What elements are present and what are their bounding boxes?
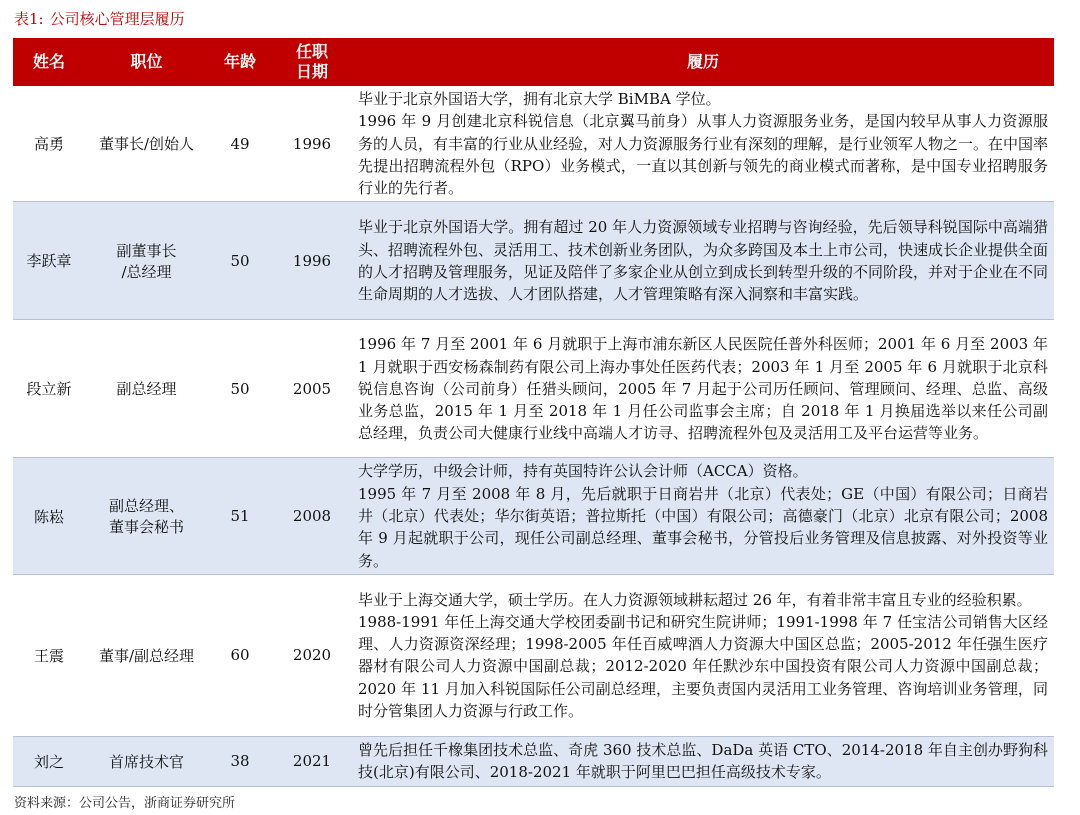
cell-position (85, 86, 208, 202)
cell-position (85, 574, 208, 736)
bio-paragraph: 毕业于上海交通大学，硕士学历。在人力资源领域耕耘超过 26 年，有着非常丰富且专业的经验积累。 (358, 590, 1032, 609)
cell-age: 50 (208, 202, 272, 320)
header-position: 职位 (85, 38, 208, 86)
bio-paragraph: 1996 年 7 月至 2001 年 6 月就职于上海市浦东新区人民医院任普外科医师；2001 年 6 月至 2003 年 1 月就职于西安杨森制药有限公司上海办事处任医药代表；2003 年 1 月至 2005 年 6 月就职于北京科锐信息咨询（公司前身）任猎头顾问，2005 年 7 月起于公司历任顾问、管理顾问、经理、总监、高级业务总监，2015 年 1 月至 2018 年 1 月任公司监事会主席；自 2018 年 1 月换届选举以来任公司副总经理，负责公司大健康行业线中高端人才访寻、招聘流程外包及灵活用工及平台运营等业务。 (358, 335, 1048, 443)
table-row (13, 202, 1054, 320)
cell-position (85, 202, 208, 320)
header-age: 年龄 (208, 38, 272, 86)
cell-position (85, 320, 208, 458)
position-line: 首席技术官 (108, 752, 184, 771)
bio-paragraph: 曾先后担任千橡集团技术总监、奇虎 360 技术总监、DaDa 英语 CTO、2014-2018 年自主创办野狗科技(北京)有限公司、2018-2021 年就职于阿里巴巴担任高级技术专家。 (358, 740, 1048, 782)
cell-position (85, 736, 208, 786)
management-table (13, 38, 1054, 787)
position-line: 副董事长 (116, 241, 177, 260)
bio-paragraph: 毕业于北京外国语大学，拥有北京大学 BiMBA 学位。 (358, 90, 721, 108)
header-year-line2: 日期 (295, 62, 328, 81)
header-row (13, 38, 1054, 86)
cell-year: 2005 (272, 320, 352, 458)
position-line: 董事/副总经理 (98, 646, 195, 665)
cell-bio (352, 574, 1054, 736)
cell-year: 2021 (272, 736, 352, 786)
cell-year: 1996 (272, 86, 352, 202)
caption-title: 公司核心管理层履历 (49, 10, 185, 28)
source-note: 资料来源：公司公告，浙商证券研究所 (14, 796, 236, 811)
header-bio: 履历 (352, 38, 1054, 86)
header-appointment-date (272, 38, 352, 86)
position-line: 副总经理 (116, 380, 177, 399)
cell-age: 38 (208, 736, 272, 786)
bio-paragraph: 毕业于北京外国语大学。拥有超过 20 年人力资源领域专业招聘与咨询经验，先后领导科锐国际中高端猎头、招聘流程外包、灵活用工、技术创新业务团队，为众多跨国及本土上市公司，快速成长企业提供全面的人才招聘及管理服务，见证及陪伴了多家企业从创立到成长到转型升级的不同阶段，并对于企业在不同生命周期的人才选拔、人才团队搭建，人才管理策略有深入洞察和丰富实践。 (358, 218, 1049, 304)
caption-number: 表1: (14, 10, 44, 28)
bio-paragraph: 1996 年 9 月创建北京科锐信息（北京翼马前身）从事人力资源服务业务，是国内较早从事人力资源服务的人员，有丰富的行业从业经验，对人力资源服务行业有深刻的理解，是行业领军人物之一。在中国率先提出招聘流程外包（RPO）业务模式，一直以其创新与领先的商业模式而著称，是中国专业招聘服务行业的先行者。 (358, 112, 1049, 198)
header-name: 姓名 (13, 38, 85, 86)
cell-age: 60 (208, 574, 272, 736)
cell-age: 50 (208, 320, 272, 458)
cell-name: 王震 (13, 574, 85, 736)
cell-bio (352, 86, 1054, 202)
position-line: 副总经理、 (108, 497, 184, 516)
position-line: /总经理 (121, 262, 172, 281)
cell-bio (352, 458, 1054, 574)
position-line: 董事会秘书 (108, 518, 184, 537)
header-year-line1: 任职 (295, 42, 328, 61)
cell-year: 2008 (272, 458, 352, 574)
table-caption (14, 8, 185, 29)
cell-age: 51 (208, 458, 272, 574)
table-row (13, 574, 1054, 736)
cell-bio (352, 202, 1054, 320)
bio-paragraph: 大学学历，中级会计师，持有英国特许公认会计师（ACCA）资格。 (358, 462, 808, 481)
cell-bio (352, 320, 1054, 458)
table-row (13, 320, 1054, 458)
cell-name: 高勇 (13, 86, 85, 202)
cell-position (85, 458, 208, 574)
cell-name: 李跃章 (13, 202, 85, 320)
cell-age: 49 (208, 86, 272, 202)
cell-name: 段立新 (13, 320, 85, 458)
table-row (13, 458, 1054, 574)
cell-year: 1996 (272, 202, 352, 320)
cell-name: 刘之 (13, 736, 85, 786)
table-row (13, 86, 1054, 202)
cell-year: 2020 (272, 574, 352, 736)
cell-bio (352, 736, 1054, 786)
bio-paragraph: 1995 年 7 月至 2008 年 8 月，先后就职于日商岩井（北京）代表处；GE（中国）有限公司；日商岩井（北京）代表处；华尔街英语；普拉斯托（中国）有限公司；高德豪门（北京）北京有限公司；2008 年 9 月起就职于公司，现任公司副总经理、董事会秘书，分管投后业务管理及信息披露、对外投资等业务。 (358, 484, 1048, 570)
bio-paragraph: 1988-1991 年任上海交通大学校团委副书记和研究生院讲师；1991-1998 年 7 任宝洁公司销售大区经理、人力资源资深经理；1998-2005 年任百威啤酒人力资源大中国区总监；2005-2012 年任强生医疗器材有限公司人力资源中国副总裁；2012-2020 年任默沙东中国投资有限公司人力资源中国副总裁；2020 年 11 月加入科锐国际任公司副总经理，主要负责国内灵活用工业务管理、咨询培训业务管理，同时分管集团人力资源与行政工作。 (358, 612, 1048, 721)
table-row (13, 736, 1054, 786)
position-line: 董事长/创始人 (98, 135, 195, 154)
cell-name: 陈崧 (13, 458, 85, 574)
